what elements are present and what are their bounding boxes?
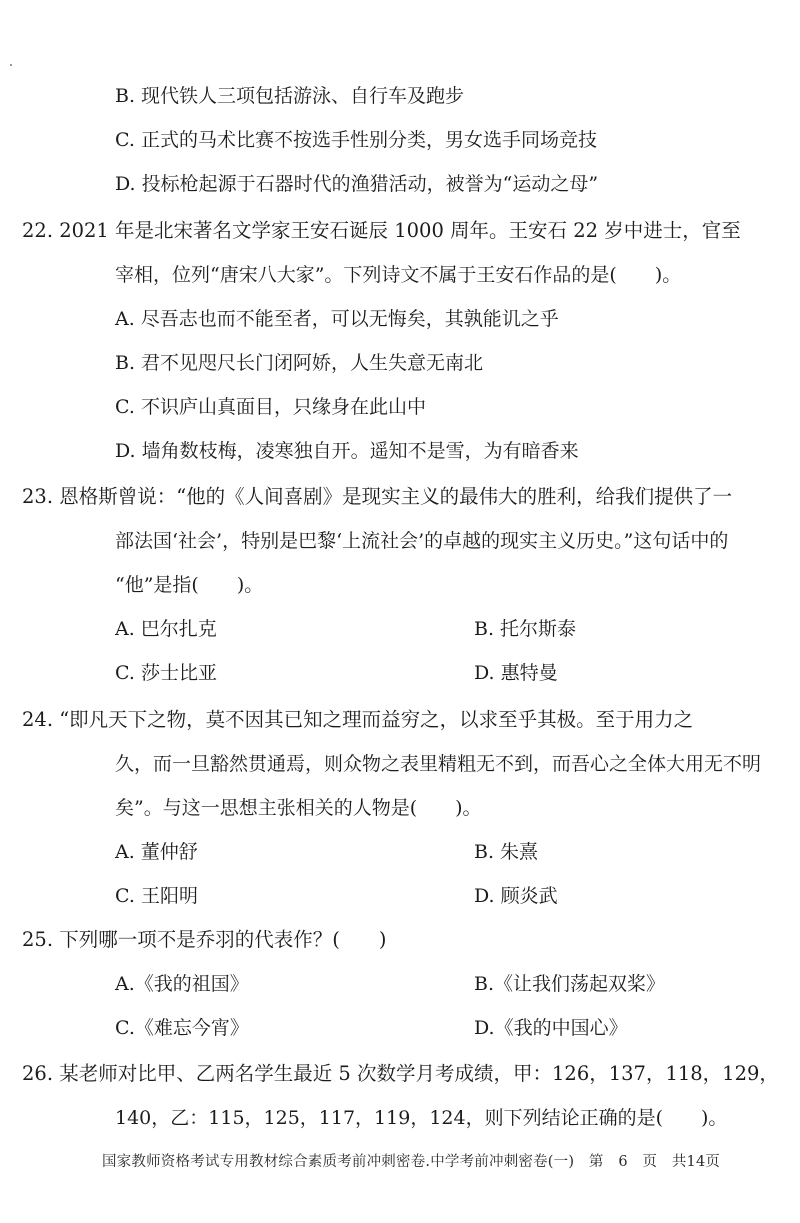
q21-option-c: C. 正式的马术比赛不按选手性别分类，男女选手同场竞技 bbox=[115, 129, 597, 151]
q22-option-d: D. 墙角数枝梅，凌寒独自开。遥知不是雪，为有暗香来 bbox=[115, 440, 579, 462]
q22-option-c: C. 不识庐山真面目，只缘身在此山中 bbox=[115, 396, 426, 418]
q24-option-a: A. 董仲舒 bbox=[115, 841, 198, 863]
q22-option-b: B. 君不见咫尺长门闭阿娇，人生失意无南北 bbox=[115, 352, 484, 374]
q21-option-d: D. 投标枪起源于石器时代的渔猎活动，被誉为“运动之母” bbox=[115, 173, 599, 195]
q24-stem-line2: 久，而一旦豁然贯通焉，则众物之表里精粗无不到，而吾心之全体大用无不明 bbox=[115, 753, 762, 775]
q26-stem-line2: 140，乙：115，125，117，119，124，则下列结论正确的是( )。 bbox=[115, 1107, 728, 1129]
q23-option-b: B. 托尔斯泰 bbox=[474, 618, 577, 640]
q23-option-a: A. 巴尔扎克 bbox=[115, 618, 217, 640]
q22-option-a: A. 尽吾志也而不能至者，可以无悔矣，其孰能讥之乎 bbox=[115, 308, 559, 330]
q26-stem-line1: 26. 某老师对比甲、乙两名学生最近 5 次数学月考成绩，甲：126，137，118，129， bbox=[22, 1062, 779, 1085]
q23-stem-line3: “他”是指( )。 bbox=[115, 574, 264, 596]
q25-stem: 25. 下列哪一项不是乔羽的代表作？( ) bbox=[22, 928, 387, 951]
q25-option-c: C.《难忘今宵》 bbox=[115, 1017, 249, 1039]
q24-stem-line3: 矣”。与这一思想主张相关的人物是( )。 bbox=[115, 797, 482, 819]
page-footer: 国家教师资格考试专用教材综合素质考前冲刺密卷.中学考前冲刺密卷(一) 第 6 页 共14页 bbox=[102, 1154, 721, 1170]
q23-stem-line1: 23. 恩格斯曾说：“他的《人间喜剧》是现实主义的最伟大的胜利，给我们提供了一 bbox=[22, 485, 733, 508]
scan-speck bbox=[10, 64, 12, 66]
q24-stem-line1: 24. “即凡天下之物，莫不因其已知之理而益穷之，以求至乎其极。至于用力之 bbox=[22, 708, 694, 731]
q24-option-b: B. 朱熹 bbox=[474, 841, 539, 863]
q23-stem-line2: 部法国‘社会’，特别是巴黎‘上流社会’的卓越的现实主义历史。”这句话中的 bbox=[115, 530, 729, 552]
q25-option-a: A.《我的祖国》 bbox=[115, 973, 249, 995]
q22-stem-line1: 22. 2021 年是北宋著名文学家王安石诞辰 1000 周年。王安石 22 岁中进士，官至 bbox=[22, 219, 741, 242]
q22-stem-line2: 宰相，位列“唐宋八大家”。下列诗文不属于王安石作品的是( )。 bbox=[115, 264, 682, 286]
q25-option-b: B.《让我们荡起双桨》 bbox=[474, 973, 666, 995]
q25-option-d: D.《我的中国心》 bbox=[474, 1017, 628, 1039]
q23-option-c: C. 莎士比亚 bbox=[115, 662, 217, 684]
q24-option-c: C. 王阳明 bbox=[115, 885, 198, 907]
q23-option-d: D. 惠特曼 bbox=[474, 662, 558, 684]
q21-option-b: B. 现代铁人三项包括游泳、自行车及跑步 bbox=[115, 85, 465, 107]
q24-option-d: D. 顾炎武 bbox=[474, 885, 558, 907]
